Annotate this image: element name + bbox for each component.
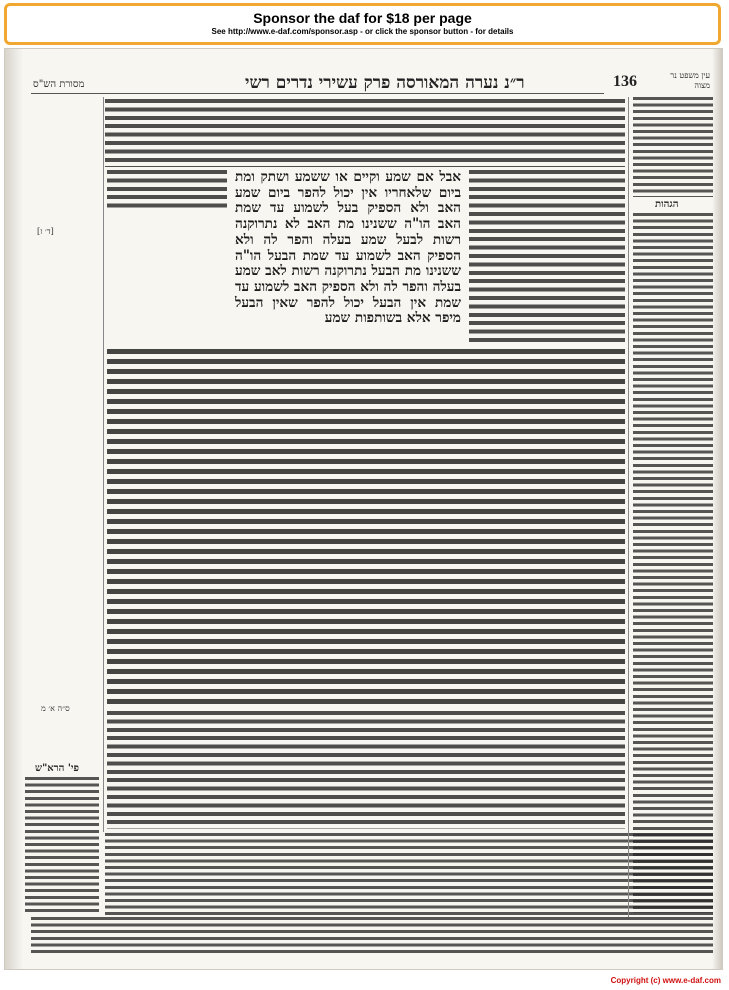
sponsor-banner[interactable] <box>4 3 721 45</box>
page-header <box>25 71 710 93</box>
ein-mishpat-notes <box>633 97 713 197</box>
header-chapter-title: ר״נ נערה המאורסה פרק עשירי נדרים רשי <box>245 73 525 93</box>
column-rule-left <box>103 97 104 832</box>
sponsor-title: Sponsor the daf for $18 per page <box>253 10 472 26</box>
page-edge-shadow-left <box>5 49 23 969</box>
margin-note-lower: ס״ה א׳ מ <box>41 704 70 713</box>
bottom-notes <box>105 833 713 915</box>
commentary-right-upper <box>469 170 625 346</box>
column-rule-right <box>628 97 629 917</box>
copyright-notice: Copyright (c) www.e-daf.com <box>610 976 721 985</box>
rosh-column <box>25 777 99 913</box>
header-rule <box>31 93 604 94</box>
sponsor-subtitle: See http://www.e-daf.com/sponsor.asp - or click the sponsor button - for details <box>211 27 514 36</box>
rashi-top-block <box>105 99 625 167</box>
commentary-left-upper <box>107 170 227 210</box>
hagahot-column <box>633 213 713 913</box>
page-number: 136 <box>613 73 637 90</box>
commentary-body <box>107 349 625 709</box>
main-gemara-text: אבל אם שמע וקיים או ששמע ושתק ומת ביום שלאחריו אין יכול להפר ביום שמע האב ולא הספיק בעל לשמוע עד שמת האב הו"ה ששנינו מת האב לא נתרוקנה רשות לבעל שמע בעלה והפר לה ולא הספיק האב לשמוע עד שמת הבעל הו"ה ששנינו מת הבעל נתרוקנה רשות לאב שמע בעלה והפר לה ולא הספיק האב לשמוע עד שמת אין הבעל יכול להפר שאין הבעל מיפר אלא בשותפות שמע <box>235 169 461 327</box>
header-ein-mishpat: עין משפט נר מצוה <box>670 71 710 90</box>
hagahot-heading: הגהות <box>655 199 679 210</box>
header-masoret-hashas: מסורת הש"ס <box>33 79 85 90</box>
talmud-page-scan <box>4 48 723 970</box>
page-edge-shadow-right <box>712 49 722 969</box>
footer-notes <box>31 917 713 953</box>
rosh-heading: פי' הרא"ש <box>35 763 79 774</box>
margin-note-left: [ד׳ ז] <box>37 227 54 236</box>
commentary-body-lower <box>107 711 625 829</box>
